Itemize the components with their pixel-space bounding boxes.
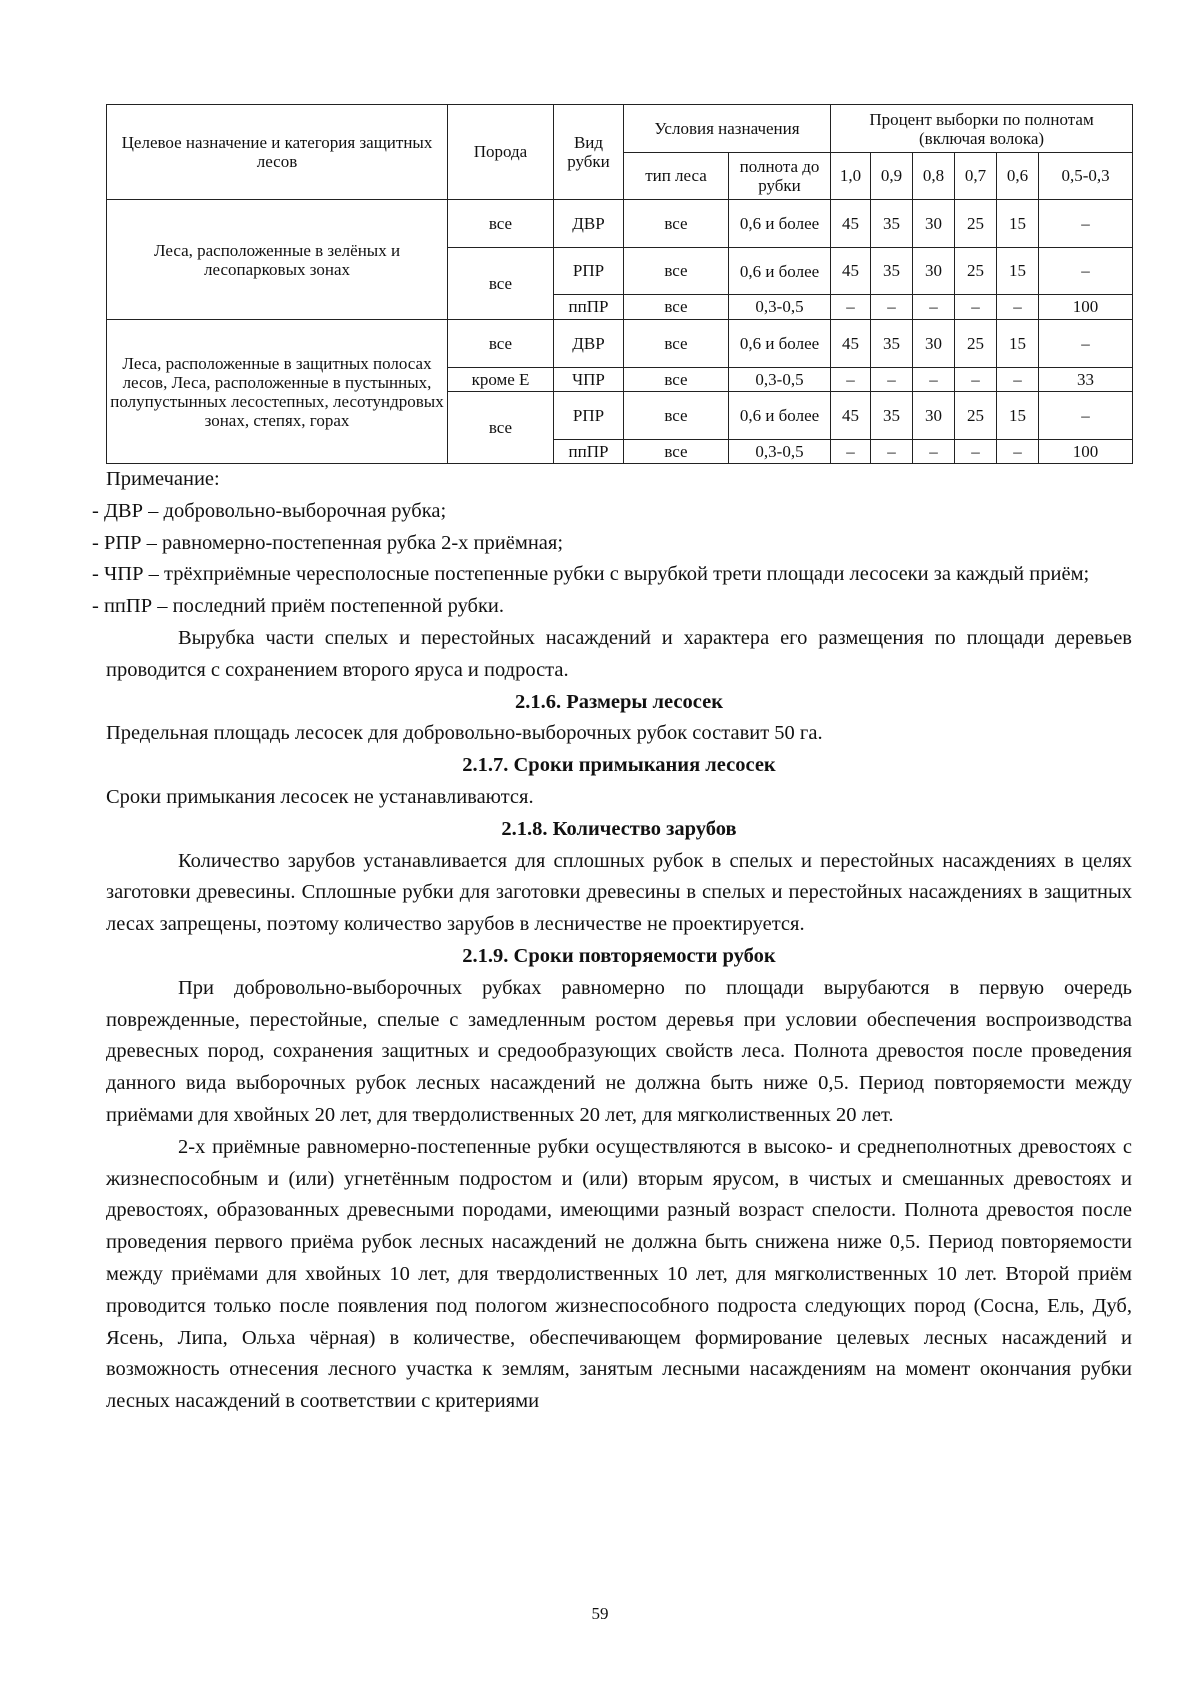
cut-cell: ппПР: [554, 440, 624, 464]
note-item: - ДВР – добровольно-выборочная рубка;: [92, 499, 447, 522]
value-cell: –: [997, 295, 1039, 320]
cut-cell: ДВР: [554, 200, 624, 248]
note-item: - ЧПР – трёхприёмные чересполосные постепенные рубки с вырубкой трети площади лесосеки за каждый приём;: [92, 563, 1090, 586]
value-cell: 30: [913, 320, 955, 368]
value-cell: 45: [831, 320, 871, 368]
value-cell: 30: [913, 392, 955, 440]
value-cell: 25: [955, 320, 997, 368]
header-density: 0,6: [997, 153, 1039, 200]
header-forest-type: тип леса: [624, 153, 729, 200]
value-cell: –: [831, 368, 871, 392]
note-item: - РПР – равномерно-постепенная рубка 2-х приёмная;: [92, 531, 564, 554]
value-cell: 45: [831, 248, 871, 295]
value-cell: –: [913, 295, 955, 320]
value-cell: 35: [871, 200, 913, 248]
value-cell: 15: [997, 320, 1039, 368]
density-cell: 0,3-0,5: [729, 440, 831, 464]
species-cell: все: [448, 200, 554, 248]
value-cell: –: [913, 440, 955, 464]
paragraph: 2-х приёмные равномерно-постепенные рубки осуществляются в высоко- и среднеполнотных древостоях с жизнеспособным и (или) угнетённым подростом и (или) вторым ярусом, в чистых и смешанных древостоях и древостоях, образованных древесными породами, имеющими разный возраст спелости. Полнота древостоя после проведения первого приёма рубок лесных насаждений не должна быть снижена ниже 0,5. Период повторяемости между приёмами для хвойных 10 лет, для твердолиственных 10 лет, для мягколиственных 10 лет. Второй приём проводится только после появления под пологом жизнеспособного подроста следующих пород (Сосна, Ель, Дуб, Ясень, Липа, Ольха чёрная) в количестве, обеспечивающем формирование целевых лесных насаждений и возможность отнесения лесного участка к землям, занятым лесными насаждениям на момент окончания рубки лесных насаждений в соответствии с критериями: [106, 1135, 1132, 1413]
value-cell: –: [1039, 200, 1133, 248]
value-cell: 15: [997, 200, 1039, 248]
value-cell: 33: [1039, 368, 1133, 392]
header-density: 1,0: [831, 153, 871, 200]
note-item: - ппПР – последний приём постепенной рубки.: [92, 595, 505, 618]
header-density: 0,7: [955, 153, 997, 200]
species-cell: все: [448, 248, 554, 320]
value-cell: –: [997, 368, 1039, 392]
section-heading: 2.1.6. Размеры лесосек: [514, 690, 724, 713]
paragraph: Сроки примыкания лесосек не устанавливаются.: [106, 785, 534, 808]
cut-cell: РПР: [554, 392, 624, 440]
value-cell: –: [1039, 392, 1133, 440]
page-number: 59: [591, 1604, 609, 1623]
forest-type-cell: все: [624, 440, 729, 464]
value-cell: –: [831, 295, 871, 320]
value-cell: –: [955, 440, 997, 464]
header-conditions: Условия назначения: [624, 105, 831, 153]
forest-type-cell: все: [624, 320, 729, 368]
value-cell: 35: [871, 392, 913, 440]
forest-type-cell: все: [624, 392, 729, 440]
density-cell: 0,3-0,5: [729, 295, 831, 320]
value-cell: 30: [913, 248, 955, 295]
forest-type-cell: все: [624, 295, 729, 320]
species-cell: кроме Е: [448, 368, 554, 392]
species-cell: все: [448, 392, 554, 464]
category-cell: Леса, расположенные в защитных полосах лесов, Леса, расположенные в пустынных, полупустынных лесостепных, лесотундровых зонах, степях, горах: [107, 320, 448, 464]
header-percent: Процент выборки по полнотам (включая волока): [831, 105, 1133, 153]
density-cell: 0,6 и более: [729, 248, 831, 295]
value-cell: –: [1039, 248, 1133, 295]
section-heading: 2.1.9. Сроки повторяемости рубок: [462, 944, 776, 967]
header-species: Порода: [448, 105, 554, 200]
cut-cell: ппПР: [554, 295, 624, 320]
value-cell: 45: [831, 200, 871, 248]
cut-cell: РПР: [554, 248, 624, 295]
header-density: 0,9: [871, 153, 913, 200]
header-purpose: Целевое назначение и категория защитных лесов: [107, 105, 448, 200]
value-cell: –: [831, 440, 871, 464]
value-cell: 25: [955, 200, 997, 248]
value-cell: 100: [1039, 440, 1133, 464]
category-cell: Леса, расположенные в зелёных и лесопарковых зонах: [107, 200, 448, 320]
header-density: 0,5-0,3: [1039, 153, 1133, 200]
value-cell: 25: [955, 392, 997, 440]
density-cell: 0,6 и более: [729, 392, 831, 440]
density-cell: 0,6 и более: [729, 200, 831, 248]
value-cell: –: [997, 440, 1039, 464]
header-density: 0,8: [913, 153, 955, 200]
value-cell: 30: [913, 200, 955, 248]
value-cell: –: [913, 368, 955, 392]
value-cell: 35: [871, 248, 913, 295]
value-cell: 100: [1039, 295, 1133, 320]
cut-cell: ЧПР: [554, 368, 624, 392]
table-row: [107, 200, 1133, 248]
forest-type-cell: все: [624, 368, 729, 392]
value-cell: –: [871, 368, 913, 392]
cutting-percent-table: [106, 104, 1133, 464]
value-cell: 25: [955, 248, 997, 295]
value-cell: –: [871, 295, 913, 320]
forest-type-cell: все: [624, 248, 729, 295]
value-cell: 35: [871, 320, 913, 368]
section-heading: 2.1.8. Количество зарубов: [501, 817, 737, 840]
header-cut-type: Вид рубки: [554, 105, 624, 200]
density-cell: 0,3-0,5: [729, 368, 831, 392]
document-body: [92, 464, 1132, 1418]
header-density-before: полнота до рубки: [729, 153, 831, 200]
value-cell: –: [871, 440, 913, 464]
value-cell: –: [955, 295, 997, 320]
note-title: Примечание:: [106, 468, 220, 490]
forest-type-cell: все: [624, 200, 729, 248]
section-heading: 2.1.7. Сроки примыкания лесосек: [462, 754, 776, 777]
value-cell: –: [1039, 320, 1133, 368]
paragraph: Вырубка части спелых и перестойных насаждений и характера его размещения по площади деревьев проводится с сохранением второго яруса и подроста.: [106, 626, 1132, 681]
paragraph: При добровольно-выборочных рубках равномерно по площади вырубаются в первую очередь поврежденные, перестойные, спелые с замедленным ростом деревья при условии обеспечения воспроизводства древесных пород, сохранения защитных и средообразующих свойств леса. Полнота древостоя после проведения данного вида выборочных рубок лесных насаждений не должна быть ниже 0,5. Период повторяемости между приёмами для хвойных 20 лет, для твердолиственных 20 лет, для мягколиственных 20 лет.: [106, 976, 1132, 1126]
table-row: [107, 320, 1133, 368]
value-cell: –: [955, 368, 997, 392]
species-cell: все: [448, 320, 554, 368]
value-cell: 15: [997, 392, 1039, 440]
value-cell: 15: [997, 248, 1039, 295]
density-cell: 0,6 и более: [729, 320, 831, 368]
value-cell: 45: [831, 392, 871, 440]
paragraph: Количество зарубов устанавливается для сплошных рубок в спелых и перестойных насаждениях в целях заготовки древесины. Сплошные рубки для заготовки древесины в спелых и перестойных насаждениях в защитных лесах запрещены, поэтому количество зарубов в лесничестве не проектируется.: [106, 849, 1132, 936]
cut-cell: ДВР: [554, 320, 624, 368]
paragraph: Предельная площадь лесосек для добровольно-выборочных рубок составит 50 га.: [106, 722, 823, 745]
